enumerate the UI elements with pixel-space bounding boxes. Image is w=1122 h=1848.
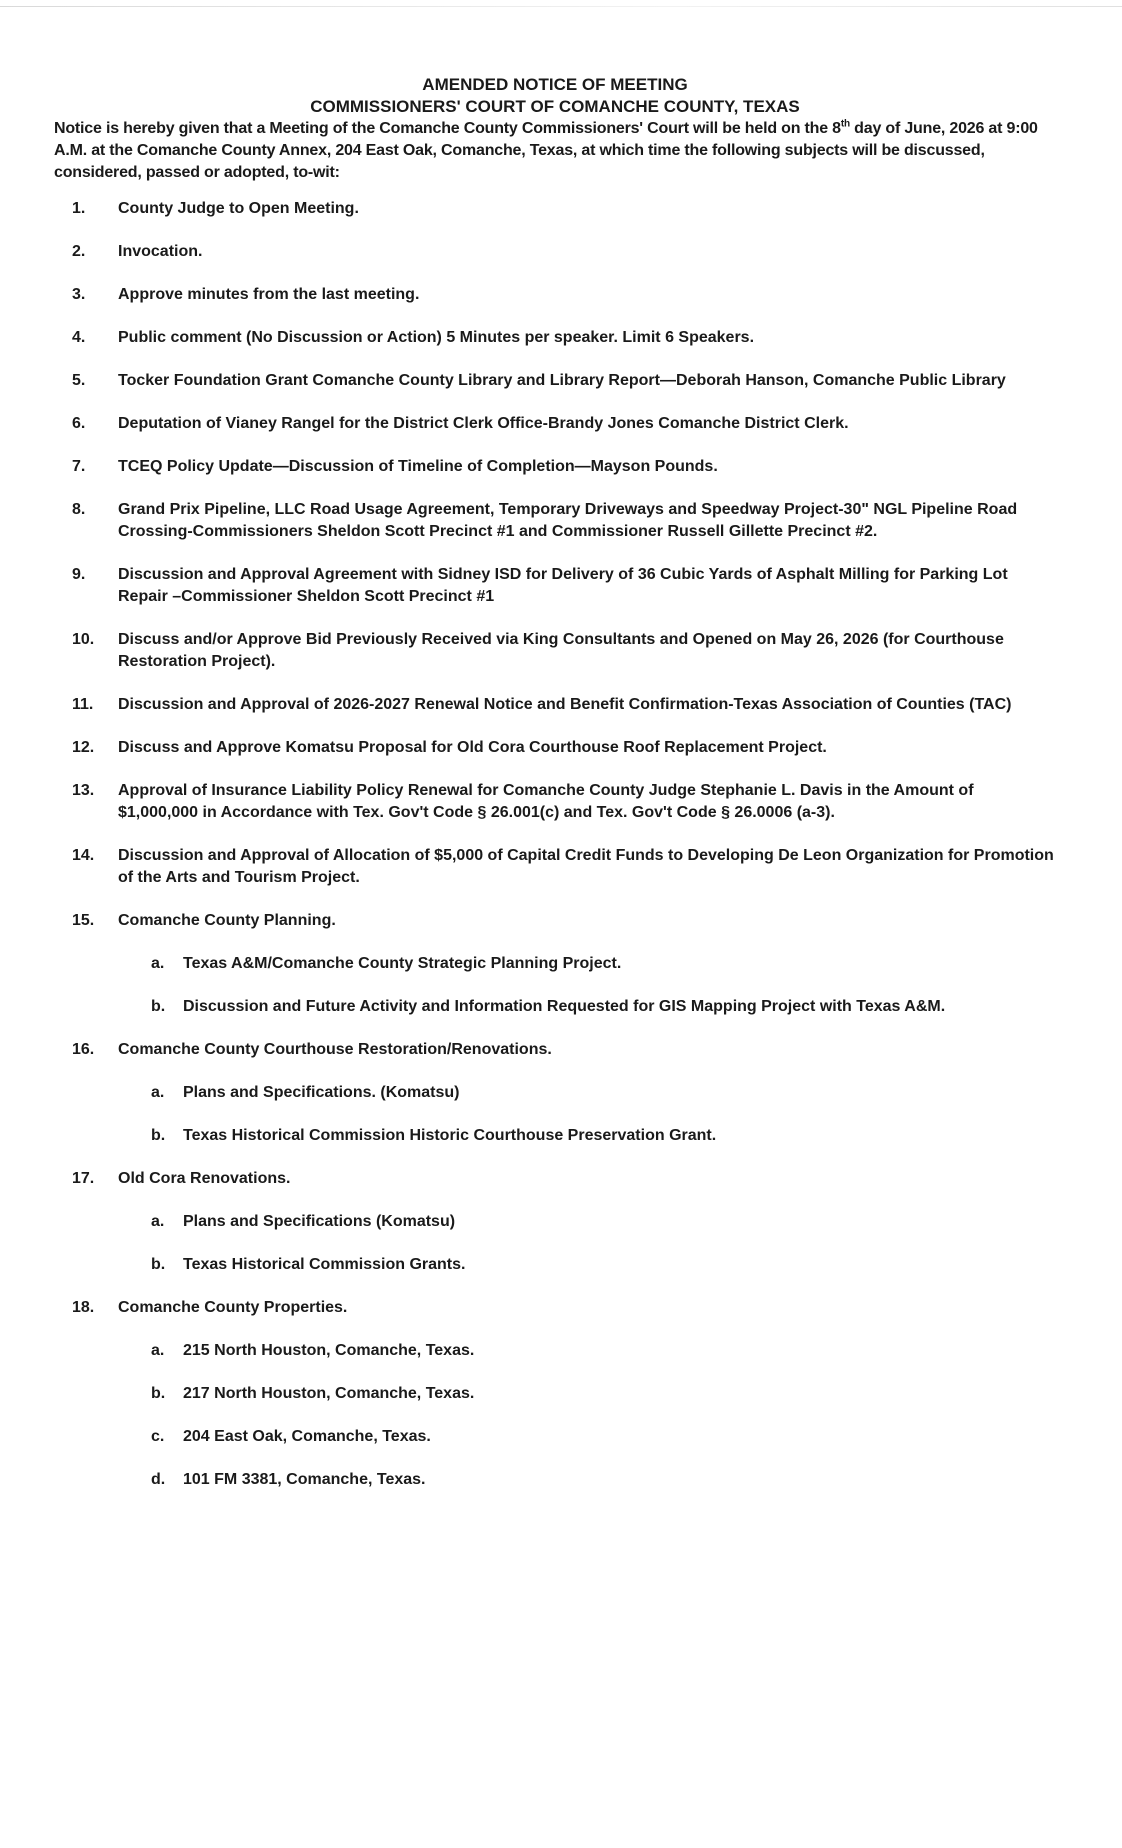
agenda-subitem bbox=[118, 953, 1056, 975]
agenda-subitem-text: Discussion and Future Activity and Information Requested for GIS Mapping Project with Texas A&M. bbox=[183, 998, 946, 1015]
agenda-item bbox=[54, 780, 1056, 824]
agenda-item-text: Deputation of Vianey Rangel for the District Clerk Office-Brandy Jones Comanche District Clerk. bbox=[118, 415, 849, 432]
agenda-item-number: 9. bbox=[72, 566, 86, 583]
agenda-item-number: 1. bbox=[72, 200, 86, 217]
agenda-sublist bbox=[118, 1340, 1056, 1491]
agenda-item-text: Public comment (No Discussion or Action) 5 Minutes per speaker. Limit 6 Speakers. bbox=[118, 329, 755, 346]
agenda-item-number: 3. bbox=[72, 286, 86, 303]
agenda-item-number: 14. bbox=[72, 847, 95, 864]
agenda-item-text: Comanche County Planning. bbox=[118, 912, 336, 929]
agenda-item-text: TCEQ Policy Update—Discussion of Timeline of Completion—Mayson Pounds. bbox=[118, 458, 718, 475]
agenda-subitem-letter: a. bbox=[151, 1084, 165, 1101]
agenda-subitem-letter: a. bbox=[151, 1342, 165, 1359]
agenda-item-text: Invocation. bbox=[118, 243, 203, 260]
agenda-item-number: 18. bbox=[72, 1299, 95, 1316]
agenda-item bbox=[54, 413, 1056, 435]
agenda-item-text: Discuss and/or Approve Bid Previously Received via King Consultants and Opened on May 26, 2026 (for Courthouse Restoration Project). bbox=[118, 631, 1004, 670]
agenda-subitem-letter: c. bbox=[151, 1428, 165, 1445]
agenda-item-number: 15. bbox=[72, 912, 95, 929]
agenda-subitem bbox=[118, 1082, 1056, 1104]
agenda-subitem-text: Texas A&M/Comanche County Strategic Planning Project. bbox=[183, 955, 622, 972]
agenda-item bbox=[54, 629, 1056, 673]
agenda-item-number: 4. bbox=[72, 329, 86, 346]
agenda-subitem bbox=[118, 1469, 1056, 1491]
agenda-item-number: 5. bbox=[72, 372, 86, 389]
notice-title bbox=[56, 74, 1054, 118]
agenda-subitem-text: 101 FM 3381, Comanche, Texas. bbox=[183, 1471, 426, 1488]
agenda-sublist bbox=[118, 1082, 1056, 1147]
agenda-item bbox=[54, 737, 1056, 759]
agenda-subitem bbox=[118, 1383, 1056, 1405]
agenda-item bbox=[54, 694, 1056, 716]
scan-edge-line bbox=[0, 6, 1122, 7]
agenda-item-text: Old Cora Renovations. bbox=[118, 1170, 291, 1187]
agenda-item-number: 10. bbox=[72, 631, 95, 648]
agenda-item bbox=[54, 370, 1056, 392]
agenda-item-number: 17. bbox=[72, 1170, 95, 1187]
agenda-item-text: Discussion and Approval of Allocation of $5,000 of Capital Credit Funds to Developing De Leon Organization for Promotion of the Arts and Tourism Project. bbox=[118, 847, 1054, 886]
intro-paragraph bbox=[54, 118, 1054, 184]
agenda-item-text: Discuss and Approve Komatsu Proposal for Old Cora Courthouse Roof Replacement Project. bbox=[118, 739, 827, 756]
agenda-item-number: 6. bbox=[72, 415, 86, 432]
agenda-subitem-letter: b. bbox=[151, 998, 166, 1015]
agenda-item-number: 13. bbox=[72, 782, 95, 799]
agenda-item bbox=[54, 327, 1056, 349]
agenda-item bbox=[54, 1039, 1056, 1147]
agenda-item-text: Comanche County Properties. bbox=[118, 1299, 348, 1316]
agenda-subitem-text: 204 East Oak, Comanche, Texas. bbox=[183, 1428, 431, 1445]
agenda-subitem-text: 217 North Houston, Comanche, Texas. bbox=[183, 1385, 475, 1402]
agenda-subitem-letter: d. bbox=[151, 1471, 166, 1488]
agenda-item bbox=[54, 241, 1056, 263]
agenda-item-text: Discussion and Approval Agreement with Sidney ISD for Delivery of 36 Cubic Yards of Asphalt Milling for Parking Lot Repair –Commissioner Sheldon Scott Precinct #1 bbox=[118, 566, 1008, 605]
agenda-item bbox=[54, 564, 1056, 608]
agenda-subitem-letter: b. bbox=[151, 1385, 166, 1402]
agenda-subitem-letter: b. bbox=[151, 1127, 166, 1144]
agenda-item bbox=[54, 845, 1056, 889]
intro-text-start: Notice is hereby given that a Meeting of the Comanche County Commissioners' Court will be held on the 8 bbox=[54, 120, 841, 137]
agenda-item bbox=[54, 456, 1056, 478]
agenda-item-text: Tocker Foundation Grant Comanche County Library and Library Report—Deborah Hanson, Comanche Public Library bbox=[118, 372, 1006, 389]
agenda-subitem-text: 215 North Houston, Comanche, Texas. bbox=[183, 1342, 475, 1359]
agenda-subitem bbox=[118, 996, 1056, 1018]
agenda-item-number: 2. bbox=[72, 243, 86, 260]
notice-document bbox=[54, 74, 1054, 1512]
agenda-item bbox=[54, 499, 1056, 543]
intro-text-end: day of June, 2026 at 9:00 A.M. at the Comanche County Annex, 204 East Oak, Comanche, Texas, at which time the following subjects will be discussed, considered, passed or adopted, to-wit: bbox=[54, 120, 1038, 181]
agenda-item bbox=[54, 198, 1056, 220]
agenda-subitem-letter: a. bbox=[151, 1213, 165, 1230]
agenda-sublist bbox=[118, 953, 1056, 1018]
agenda-item-number: 16. bbox=[72, 1041, 95, 1058]
agenda-item-text: Comanche County Courthouse Restoration/Renovations. bbox=[118, 1041, 552, 1058]
agenda-item-number: 8. bbox=[72, 501, 86, 518]
agenda-item-text: Approve minutes from the last meeting. bbox=[118, 286, 420, 303]
agenda-subitem-text: Texas Historical Commission Grants. bbox=[183, 1256, 466, 1273]
agenda-item-number: 7. bbox=[72, 458, 86, 475]
agenda-item bbox=[54, 1297, 1056, 1491]
agenda-subitem bbox=[118, 1211, 1056, 1233]
agenda-subitem bbox=[118, 1254, 1056, 1276]
agenda-item-text: County Judge to Open Meeting. bbox=[118, 200, 359, 217]
agenda-item-text: Approval of Insurance Liability Policy Renewal for Comanche County Judge Stephanie L. Davis in the Amount of $1,000,000 in Accordance with Tex. Gov't Code § 26.001(c) and Tex. Gov't Code § 26.0006 (a-3). bbox=[118, 782, 974, 821]
agenda-item-number: 12. bbox=[72, 739, 95, 756]
agenda-list bbox=[54, 198, 1054, 1491]
agenda-subitem-letter: b. bbox=[151, 1256, 166, 1273]
agenda-item-text: Grand Prix Pipeline, LLC Road Usage Agreement, Temporary Driveways and Speedway Project-30" NGL Pipeline Road Crossing-Commissioners Sheldon Scott Precinct #1 and Commissioner Russell Gillette Precinct #2. bbox=[118, 501, 1018, 540]
agenda-item-text: Discussion and Approval of 2026-2027 Renewal Notice and Benefit Confirmation-Texas Association of Counties (TAC) bbox=[118, 696, 1012, 713]
title-line-2: COMMISSIONERS' COURT OF COMANCHE COUNTY, TEXAS bbox=[310, 97, 800, 116]
agenda-item-number: 11. bbox=[72, 696, 94, 713]
agenda-subitem-letter: a. bbox=[151, 955, 165, 972]
agenda-subitem bbox=[118, 1125, 1056, 1147]
intro-ordinal-suffix: th bbox=[840, 118, 850, 130]
title-line-1: AMENDED NOTICE OF MEETING bbox=[422, 75, 688, 94]
agenda-item bbox=[54, 910, 1056, 1018]
agenda-sublist bbox=[118, 1211, 1056, 1276]
agenda-subitem bbox=[118, 1426, 1056, 1448]
agenda-subitem-text: Plans and Specifications (Komatsu) bbox=[183, 1213, 456, 1230]
agenda-item bbox=[54, 284, 1056, 306]
agenda-subitem-text: Plans and Specifications. (Komatsu) bbox=[183, 1084, 460, 1101]
agenda-item bbox=[54, 1168, 1056, 1276]
agenda-subitem-text: Texas Historical Commission Historic Courthouse Preservation Grant. bbox=[183, 1127, 717, 1144]
agenda-subitem bbox=[118, 1340, 1056, 1362]
